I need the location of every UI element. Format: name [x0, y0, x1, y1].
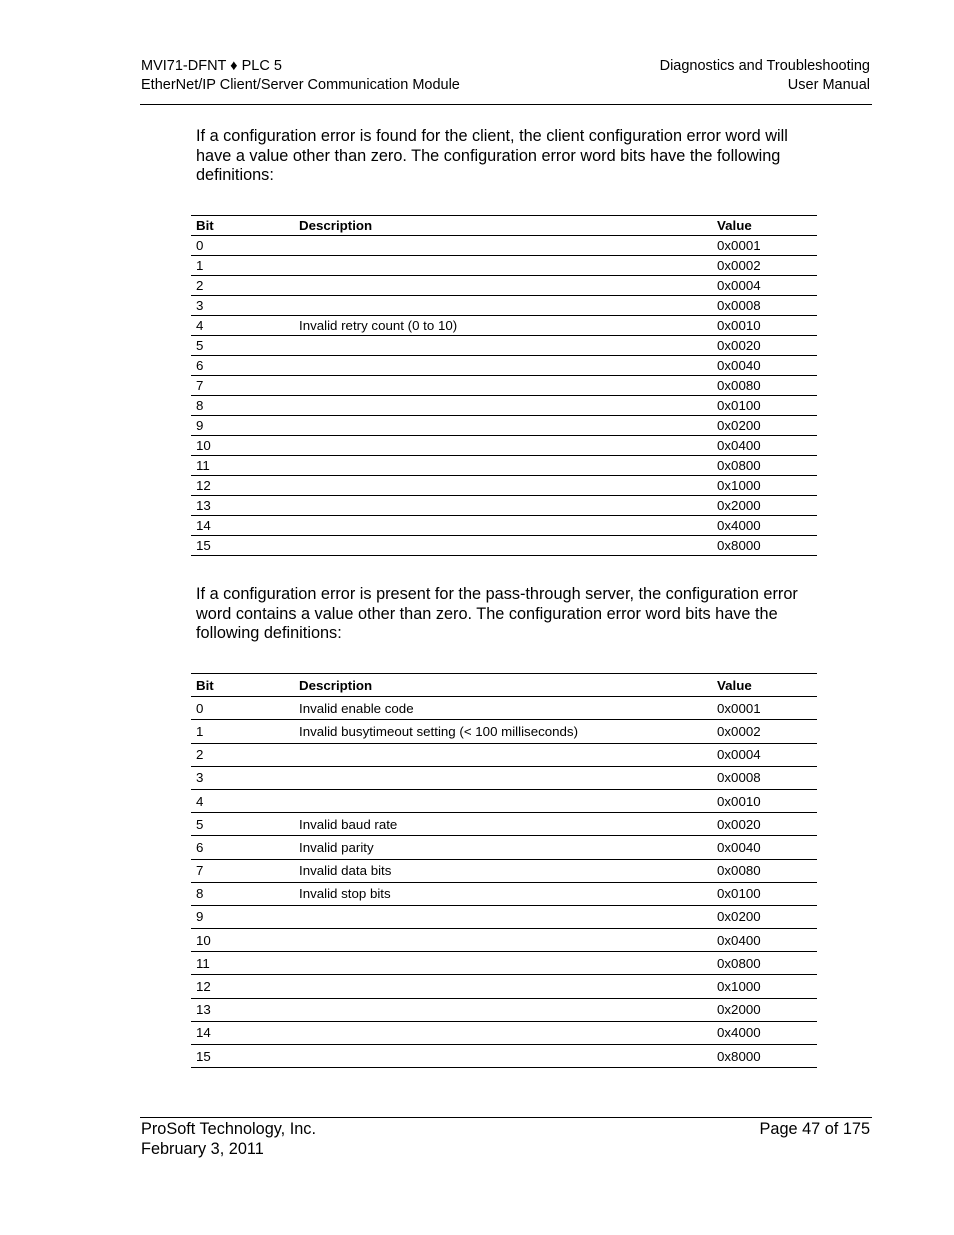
- value-cell: 0x0800: [712, 456, 817, 476]
- bit-cell: 14: [191, 1021, 294, 1044]
- table-row: [191, 929, 817, 952]
- description-cell: [294, 416, 712, 436]
- value-cell: 0x0040: [712, 836, 817, 859]
- value-cell: 0x0800: [712, 952, 817, 975]
- bit-cell: 4: [191, 789, 294, 812]
- bit-cell: 0: [191, 236, 294, 256]
- description-cell: [294, 743, 712, 766]
- value-cell: 0x2000: [712, 496, 817, 516]
- table-row: [191, 998, 817, 1021]
- description-cell: Invalid stop bits: [294, 882, 712, 905]
- header-left: [141, 57, 460, 95]
- footer-divider: [140, 1117, 872, 1118]
- bit-cell: 1: [191, 720, 294, 743]
- value-cell: 0x0100: [712, 396, 817, 416]
- table-header-row: [191, 674, 817, 697]
- header-product: MVI71-DFNT ♦ PLC 5: [141, 58, 282, 74]
- description-cell: [294, 476, 712, 496]
- value-cell: 0x0080: [712, 376, 817, 396]
- description-cell: [294, 766, 712, 789]
- table-row: [191, 882, 817, 905]
- bit-cell: 6: [191, 836, 294, 859]
- column-header-description: Description: [294, 216, 712, 236]
- table-row: [191, 476, 817, 496]
- table-row: [191, 952, 817, 975]
- value-cell: 0x0004: [712, 276, 817, 296]
- table-row: [191, 975, 817, 998]
- description-cell: [294, 436, 712, 456]
- description-cell: [294, 952, 712, 975]
- column-header-description: Description: [294, 674, 712, 697]
- table-row: [191, 276, 817, 296]
- table-row: [191, 813, 817, 836]
- description-cell: [294, 396, 712, 416]
- description-cell: Invalid baud rate: [294, 813, 712, 836]
- table-row: [191, 766, 817, 789]
- bit-cell: 13: [191, 496, 294, 516]
- footer-left: [141, 1120, 316, 1159]
- description-cell: [294, 975, 712, 998]
- table-row: [191, 396, 817, 416]
- description-cell: Invalid busytimeout setting (< 100 milliseconds): [294, 720, 712, 743]
- table-row: [191, 496, 817, 516]
- description-cell: [294, 256, 712, 276]
- table-row: [191, 743, 817, 766]
- value-cell: 0x0008: [712, 296, 817, 316]
- table-header-row: [191, 216, 817, 236]
- table-row: [191, 316, 817, 336]
- table-row: [191, 356, 817, 376]
- bit-cell: 10: [191, 436, 294, 456]
- client-error-paragraph: If a configuration error is found for the client, the client configuration error word will have a value other than zero. The configuration error word bits have the following definitions:: [196, 127, 788, 184]
- footer-company: ProSoft Technology, Inc.: [141, 1120, 316, 1138]
- column-header-bit: Bit: [191, 674, 294, 697]
- header-divider: [140, 104, 872, 105]
- bit-cell: 7: [191, 859, 294, 882]
- column-header-value: Value: [712, 216, 817, 236]
- value-cell: 0x1000: [712, 476, 817, 496]
- description-cell: [294, 516, 712, 536]
- value-cell: 0x0001: [712, 236, 817, 256]
- bit-cell: 7: [191, 376, 294, 396]
- bit-cell: 2: [191, 276, 294, 296]
- description-cell: [294, 789, 712, 812]
- value-cell: 0x4000: [712, 1021, 817, 1044]
- server-error-paragraph: If a configuration error is present for the pass-through server, the configuration error word contains a value other than zero. The configuration error word bits have the following definitions:: [196, 585, 798, 642]
- value-cell: 0x8000: [712, 1045, 817, 1068]
- value-cell: 0x0200: [712, 905, 817, 928]
- bit-cell: 12: [191, 975, 294, 998]
- bit-cell: 15: [191, 1045, 294, 1068]
- value-cell: 0x1000: [712, 975, 817, 998]
- footer-page-number: Page 47 of 175: [759, 1120, 870, 1138]
- value-cell: 0x0001: [712, 697, 817, 720]
- description-cell: [294, 496, 712, 516]
- table-row: [191, 905, 817, 928]
- value-cell: 0x0004: [712, 743, 817, 766]
- description-cell: [294, 929, 712, 952]
- value-cell: 0x8000: [712, 536, 817, 556]
- header-module: EtherNet/IP Client/Server Communication Module: [141, 77, 460, 93]
- table-row: [191, 436, 817, 456]
- bit-cell: 10: [191, 929, 294, 952]
- bit-cell: 14: [191, 516, 294, 536]
- header-right: [660, 57, 870, 95]
- bit-cell: 1: [191, 256, 294, 276]
- bit-cell: 4: [191, 316, 294, 336]
- description-cell: [294, 376, 712, 396]
- table-row: [191, 1045, 817, 1068]
- description-cell: [294, 276, 712, 296]
- table-row: [191, 256, 817, 276]
- description-cell: Invalid data bits: [294, 859, 712, 882]
- value-cell: 0x0002: [712, 720, 817, 743]
- bit-cell: 11: [191, 456, 294, 476]
- description-cell: Invalid retry count (0 to 10): [294, 316, 712, 336]
- bit-cell: 0: [191, 697, 294, 720]
- description-cell: Invalid parity: [294, 836, 712, 859]
- header-section: Diagnostics and Troubleshooting: [659, 58, 870, 74]
- description-cell: [294, 905, 712, 928]
- description-cell: [294, 1045, 712, 1068]
- table-row: [191, 697, 817, 720]
- value-cell: 0x0010: [712, 316, 817, 336]
- bit-cell: 9: [191, 416, 294, 436]
- table-row: [191, 516, 817, 536]
- description-cell: [294, 998, 712, 1021]
- bit-cell: 9: [191, 905, 294, 928]
- value-cell: 0x2000: [712, 998, 817, 1021]
- value-cell: 0x0008: [712, 766, 817, 789]
- description-cell: [294, 456, 712, 476]
- bit-cell: 8: [191, 882, 294, 905]
- table-row: [191, 296, 817, 316]
- bit-cell: 11: [191, 952, 294, 975]
- bit-cell: 5: [191, 336, 294, 356]
- description-cell: [294, 296, 712, 316]
- column-header-bit: Bit: [191, 216, 294, 236]
- table-row: [191, 836, 817, 859]
- table-row: [191, 236, 817, 256]
- table-row: [191, 859, 817, 882]
- value-cell: 0x0100: [712, 882, 817, 905]
- value-cell: 0x0040: [712, 356, 817, 376]
- value-cell: 0x0010: [712, 789, 817, 812]
- bit-cell: 2: [191, 743, 294, 766]
- bit-cell: 12: [191, 476, 294, 496]
- description-cell: [294, 236, 712, 256]
- table-row: [191, 456, 817, 476]
- table-row: [191, 416, 817, 436]
- value-cell: 0x0400: [712, 436, 817, 456]
- column-header-value: Value: [712, 674, 817, 697]
- value-cell: 0x0400: [712, 929, 817, 952]
- table-row: [191, 376, 817, 396]
- table-row: [191, 789, 817, 812]
- client-error-bits-table: [191, 215, 817, 556]
- bit-cell: 3: [191, 766, 294, 789]
- header-doc-type: User Manual: [787, 77, 870, 93]
- bit-cell: 8: [191, 396, 294, 416]
- table-row: [191, 536, 817, 556]
- server-error-bits-table: [191, 673, 817, 1068]
- table-row: [191, 720, 817, 743]
- table-row: [191, 1021, 817, 1044]
- bit-cell: 5: [191, 813, 294, 836]
- description-cell: [294, 1021, 712, 1044]
- value-cell: 0x0002: [712, 256, 817, 276]
- description-cell: [294, 356, 712, 376]
- description-cell: [294, 536, 712, 556]
- description-cell: Invalid enable code: [294, 697, 712, 720]
- value-cell: 0x4000: [712, 516, 817, 536]
- footer-date: February 3, 2011: [141, 1139, 264, 1158]
- bit-cell: 15: [191, 536, 294, 556]
- value-cell: 0x0020: [712, 813, 817, 836]
- table-row: [191, 336, 817, 356]
- description-cell: [294, 336, 712, 356]
- bit-cell: 6: [191, 356, 294, 376]
- value-cell: 0x0080: [712, 859, 817, 882]
- value-cell: 0x0020: [712, 336, 817, 356]
- value-cell: 0x0200: [712, 416, 817, 436]
- bit-cell: 13: [191, 998, 294, 1021]
- bit-cell: 3: [191, 296, 294, 316]
